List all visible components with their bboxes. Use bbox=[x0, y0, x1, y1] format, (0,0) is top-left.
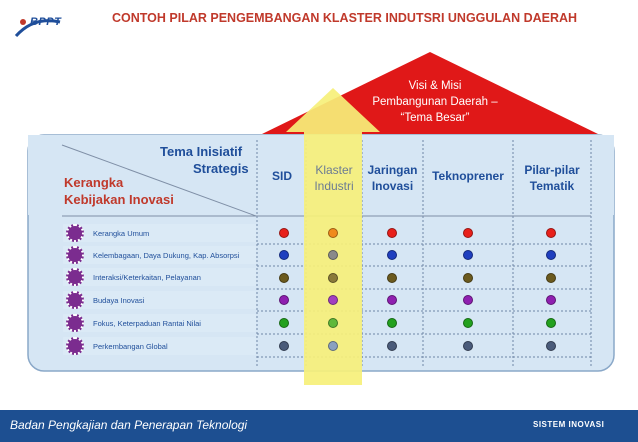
logo-text: BPPT bbox=[30, 16, 62, 28]
matrix-dot bbox=[546, 341, 556, 351]
matrix-dot bbox=[463, 250, 473, 260]
row-bar bbox=[63, 291, 256, 309]
matrix-dot bbox=[546, 228, 556, 238]
footer-org-name: Badan Pengkajian dan Penerapan Teknologi bbox=[10, 418, 248, 432]
roof-line-3: “Tema Besar” bbox=[400, 112, 470, 124]
matrix-dot bbox=[463, 318, 473, 328]
matrix-dot bbox=[328, 341, 338, 351]
matrix-dot bbox=[546, 295, 556, 305]
row-label: Kelembagaan, Daya Dukung, Kap. Absorpsi bbox=[93, 251, 240, 260]
axis-top-line-2: Strategis bbox=[193, 161, 249, 176]
matrix-dot bbox=[279, 273, 289, 283]
matrix-dot bbox=[328, 318, 338, 328]
row-label: Kerangka Umum bbox=[93, 229, 150, 238]
matrix-dot bbox=[328, 250, 338, 260]
matrix-dot bbox=[387, 295, 397, 305]
matrix-dot bbox=[387, 341, 397, 351]
gear-icon bbox=[66, 224, 84, 242]
matrix-dot bbox=[328, 228, 338, 238]
matrix-dot bbox=[279, 250, 289, 260]
page-title: CONTOH PILAR PENGEMBANGAN KLASTER INDUTSRI UNGGULAN DAERAH bbox=[112, 11, 578, 25]
column-header-pilar-tematik: Pilar-pilar Tematik bbox=[524, 163, 580, 193]
row-label: Budaya Inovasi bbox=[93, 296, 145, 305]
roof-line-2: Pembangunan Daerah – bbox=[372, 96, 498, 108]
gear-icon bbox=[66, 291, 84, 309]
gear-icon bbox=[66, 314, 84, 332]
matrix-dot bbox=[546, 250, 556, 260]
column-header-sid: SID bbox=[271, 169, 292, 183]
matrix-dot bbox=[279, 228, 289, 238]
matrix-dot bbox=[463, 273, 473, 283]
gear-icon bbox=[66, 337, 84, 355]
matrix-dot bbox=[279, 341, 289, 351]
gear-icon bbox=[66, 246, 84, 264]
matrix-dot bbox=[328, 273, 338, 283]
row-label: Perkembangan Global bbox=[93, 342, 168, 351]
matrix-dot bbox=[463, 295, 473, 305]
matrix-dot bbox=[387, 228, 397, 238]
matrix-dot bbox=[279, 318, 289, 328]
footer-section-label: SISTEM INOVASI bbox=[533, 420, 605, 429]
column-header-klaster-industri: Klaster Industri bbox=[314, 163, 354, 193]
axis-left-line-1: Kerangka bbox=[64, 175, 124, 190]
gear-icon bbox=[66, 268, 84, 286]
row-label: Fokus, Keterpaduan Rantai Nilai bbox=[93, 319, 201, 328]
matrix-dot bbox=[463, 341, 473, 351]
axis-left-line-2: Kebijakan Inovasi bbox=[64, 192, 174, 207]
matrix-dot bbox=[387, 318, 397, 328]
matrix-dot bbox=[328, 295, 338, 305]
matrix-dot bbox=[463, 228, 473, 238]
matrix-dot bbox=[279, 295, 289, 305]
matrix-dot bbox=[546, 318, 556, 328]
matrix-dot bbox=[546, 273, 556, 283]
column-header-teknoprener: Teknoprener bbox=[432, 169, 504, 183]
row-bar bbox=[63, 224, 256, 242]
matrix-dot bbox=[387, 250, 397, 260]
roof-line-1: Visi & Misi bbox=[408, 80, 462, 92]
matrix-dot bbox=[387, 273, 397, 283]
axis-top-line-1: Tema Inisiatif bbox=[160, 144, 243, 159]
column-header-jaringan-inovasi: Jaringan Inovasi bbox=[367, 163, 418, 193]
row-label: Interaksi/Keterkaitan, Pelayanan bbox=[93, 273, 201, 282]
